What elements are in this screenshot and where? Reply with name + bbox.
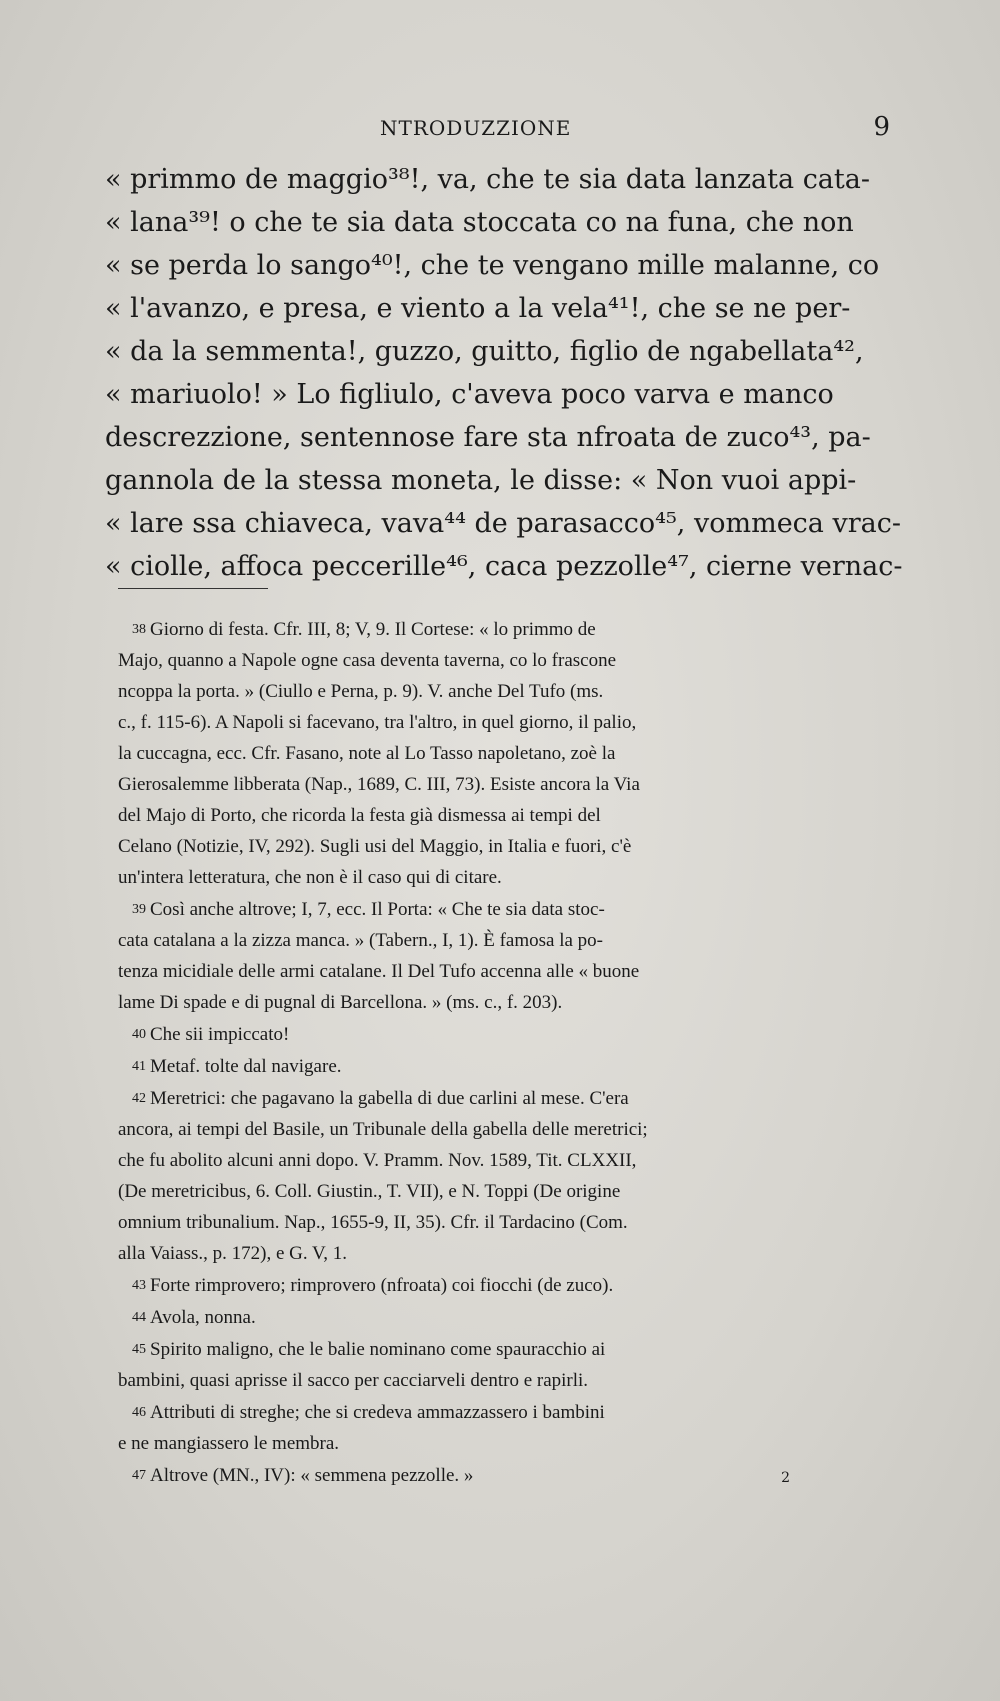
footnote-number: 46 — [132, 1405, 146, 1420]
footnote-38 — [118, 614, 888, 893]
footnotes — [118, 614, 888, 1492]
footnote-text-line: lame Di spade e di pugnal di Barcellona. » (ms. c., f. 203). — [118, 992, 563, 1013]
footnote-46 — [118, 1397, 888, 1459]
main-text-line: « primmo de maggio³⁸!, va, che te sia data lanzata cata- — [105, 164, 870, 195]
main-text-line: « ciolle, affoca peccerille⁴⁶, caca pezzolle⁴⁷, cierne vernac- — [105, 551, 903, 582]
main-text-line: gannola de la stessa moneta, le disse: « Non vuoi appi- — [105, 465, 857, 496]
footnote-text-line: ancora, ai tempi del Basile, un Tribunale della gabella delle meretrici; — [118, 1119, 648, 1140]
main-text — [105, 158, 903, 588]
footnote-text-line: cata catalana a la zizza manca. » (Tabern., I, 1). È famosa la po- — [118, 930, 604, 951]
running-title: NTRODUZZIONE — [380, 116, 572, 140]
page-header — [380, 110, 890, 150]
footnote-text-line: ncoppa la porta. » (Ciullo e Perna, p. 9). V. anche Del Tufo (ms. — [118, 681, 604, 702]
footnote-text-line: Meretrici: che pagavano la gabella di due carlini al mese. C'era — [150, 1088, 629, 1109]
footnote-40 — [118, 1019, 888, 1050]
footnote-text-line: del Majo di Porto, che ricorda la festa già dismessa ai tempi del — [118, 805, 601, 826]
main-text-line: « lare ssa chiaveca, vava⁴⁴ de parasacco⁴⁵, vommeca vrac- — [105, 508, 901, 539]
footnote-text-line: c., f. 115-6). A Napoli si facevano, tra l'altro, in quel giorno, il palio, — [118, 712, 637, 733]
footnote-text-line: Spirito maligno, che le balie nominano come spauracchio ai — [150, 1339, 606, 1360]
footnote-number: 44 — [132, 1310, 146, 1325]
footnote-text-line: bambini, quasi aprisse il sacco per cacciarveli dentro e rapirli. — [118, 1370, 589, 1391]
footnote-text-line: Attributi di streghe; che si credeva ammazzassero i bambini — [150, 1402, 605, 1423]
footnote-text-line: (De meretricibus, 6. Coll. Giustin., T. VII), e N. Toppi (De origine — [118, 1181, 621, 1202]
footnote-42 — [118, 1083, 888, 1269]
footnote-text-line: un'intera letteratura, che non è il caso qui di citare. — [118, 867, 502, 888]
footnote-text-line: Celano (Notizie, IV, 292). Sugli usi del Maggio, in Italia e fuori, c'è — [118, 836, 632, 857]
footnote-number: 38 — [132, 622, 146, 637]
footnote-44 — [118, 1302, 888, 1333]
footnote-47 — [118, 1460, 888, 1491]
main-text-line: « se perda lo sango⁴⁰!, che te vengano mille malanne, co — [105, 250, 880, 281]
footnote-text-line: Gierosalemme libberata (Nap., 1689, C. III, 73). Esiste ancora la Via — [118, 774, 640, 795]
footnote-number: 39 — [132, 902, 146, 917]
footnote-text-line: Che sii impiccato! — [150, 1024, 290, 1045]
footnote-divider — [118, 588, 268, 589]
signature-mark: 2 — [781, 1470, 790, 1486]
main-text-line: « l'avanzo, e presa, e viento a la vela⁴¹!, che se ne per- — [105, 293, 851, 324]
footnote-text-line: Avola, nonna. — [150, 1307, 256, 1328]
footnote-text-line: Metaf. tolte dal navigare. — [150, 1056, 342, 1077]
footnote-39 — [118, 894, 888, 1018]
footnote-number: 40 — [132, 1027, 146, 1042]
footnote-number: 41 — [132, 1059, 146, 1074]
footnote-text-line: Altrove (MN., IV): « semmena pezzolle. » — [150, 1465, 474, 1486]
footnote-number: 45 — [132, 1342, 146, 1357]
page-number: 9 — [873, 112, 890, 142]
main-text-line: « da la semmenta!, guzzo, guitto, figlio de ngabellata⁴², — [105, 336, 864, 367]
footnote-41 — [118, 1051, 888, 1082]
footnote-text-line: alla Vaiass., p. 172), e G. V, 1. — [118, 1243, 348, 1264]
footnote-text-line: e ne mangiassero le membra. — [118, 1433, 340, 1454]
footnote-text-line: Così anche altrove; I, 7, ecc. Il Porta: « Che te sia data stoc- — [150, 899, 605, 920]
footnote-number: 43 — [132, 1278, 146, 1293]
footnote-text-line: tenza micidiale delle armi catalane. Il Del Tufo accenna alle « buone — [118, 961, 640, 982]
footnote-text-line: la cuccagna, ecc. Cfr. Fasano, note al Lo Tasso napoletano, zoè la — [118, 743, 616, 764]
main-text-line: « lana³⁹! o che te sia data stoccata co na funa, che non — [105, 207, 854, 238]
footnote-text-line: Majo, quanno a Napole ogne casa deventa taverna, co lo frascone — [118, 650, 617, 671]
main-text-line: « mariuolo! » Lo figliulo, c'aveva poco varva e manco — [105, 379, 834, 410]
footnote-text-line: che fu abolito alcuni anni dopo. V. Pramm. Nov. 1589, Tit. CLXXII, — [118, 1150, 637, 1171]
footnote-text-line: Giorno di festa. Cfr. III, 8; V, 9. Il Cortese: « lo primmo de — [150, 619, 596, 640]
footnote-number: 47 — [132, 1468, 146, 1483]
footnote-text-line: Forte rimprovero; rimprovero (nfroata) coi fiocchi (de zuco). — [150, 1275, 614, 1296]
main-text-line: descrezzione, sentennose fare sta nfroata de zuco⁴³, pa- — [105, 422, 871, 453]
footnote-number: 42 — [132, 1091, 146, 1106]
footnote-45 — [118, 1334, 888, 1396]
footnote-text-line: omnium tribunalium. Nap., 1655-9, II, 35). Cfr. il Tardacino (Com. — [118, 1212, 628, 1233]
footnote-43 — [118, 1270, 888, 1301]
